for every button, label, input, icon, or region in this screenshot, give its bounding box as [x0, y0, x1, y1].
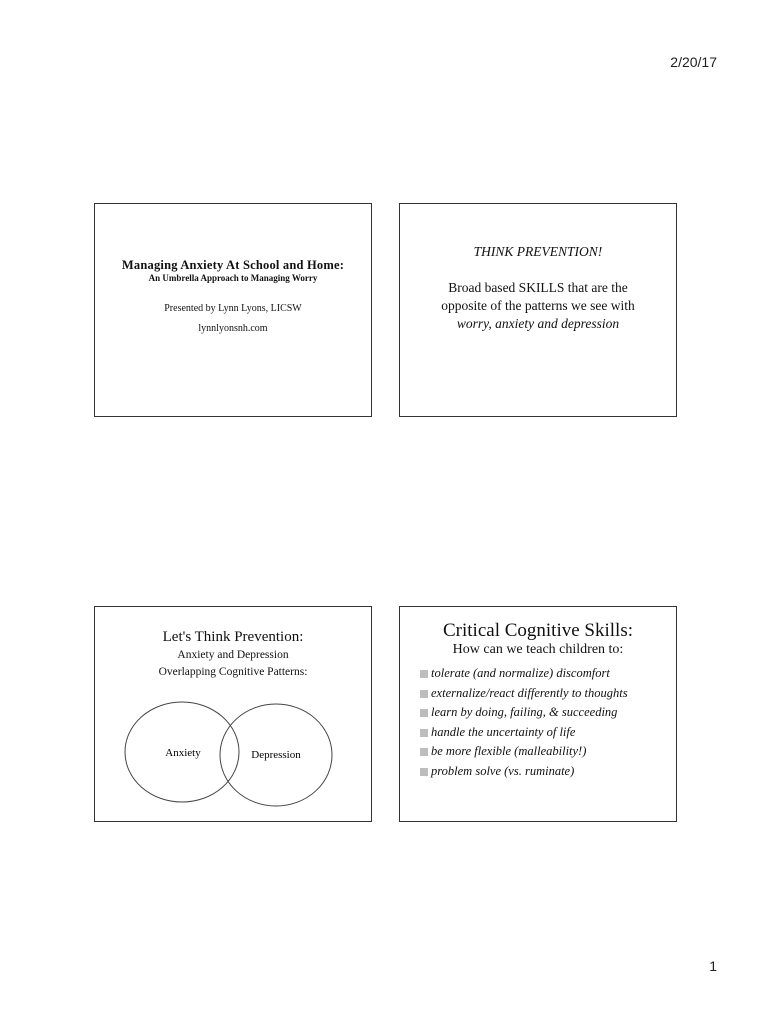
list-item — [420, 703, 670, 723]
list-item — [420, 762, 670, 782]
slide-1-presenter: Presented by Lynn Lyons, LICSW — [164, 303, 302, 314]
square-bullet-icon — [420, 729, 428, 737]
venn-diagram — [95, 607, 371, 821]
list-item — [420, 664, 670, 684]
slide-1-website: lynnlyonsnh.com — [198, 323, 268, 334]
venn-anxiety-label: Anxiety — [165, 747, 201, 759]
slide-4-title: Critical Cognitive Skills: — [443, 620, 633, 641]
slide-1-title: Managing Anxiety At School and Home: — [121, 258, 345, 272]
square-bullet-icon — [420, 748, 428, 756]
slide-2-body — [410, 279, 666, 333]
list-item-text: learn by doing, failing, & succeeding — [431, 705, 618, 719]
slide-4 — [399, 606, 677, 822]
slide-2 — [399, 203, 677, 417]
list-item-text: tolerate (and normalize) discomfort — [431, 666, 610, 680]
venn-depression-label: Depression — [251, 749, 301, 761]
list-item — [420, 742, 670, 762]
slide-2-body-line-1: Broad based SKILLS that are the — [448, 280, 628, 295]
slide-4-bullet-list — [420, 664, 670, 781]
slide-1-subtitle: An Umbrella Approach to Managing Worry — [148, 273, 318, 283]
square-bullet-icon — [420, 670, 428, 678]
list-item-text: externalize/react differently to thoughts — [431, 685, 628, 700]
list-item-text: handle the uncertainty of life — [431, 724, 576, 739]
square-bullet-icon — [420, 768, 428, 776]
slide-3-subtitle-line-2: Overlapping Cognitive Patterns: — [158, 666, 308, 678]
slide-3-title: Let's Think Prevention: — [162, 629, 304, 645]
slide-3 — [94, 606, 372, 822]
slide-4-subtitle: How can we teach children to: — [452, 642, 624, 657]
list-item-text: problem solve (vs. ruminate) — [431, 763, 575, 778]
list-item-text: be more flexible (malleability!) — [431, 744, 587, 758]
slide-2-title: THINK PREVENTION! — [473, 244, 603, 259]
slide-1 — [94, 203, 372, 417]
page-date: 2/20/17 — [670, 54, 717, 70]
slide-2-body-line-2: opposite of the patterns we see with — [441, 298, 635, 313]
list-item — [420, 723, 670, 743]
list-item — [420, 684, 670, 704]
square-bullet-icon — [420, 690, 428, 698]
slide-2-body-line-3: worry, anxiety and depression — [456, 316, 620, 331]
square-bullet-icon — [420, 709, 428, 717]
slide-3-subtitle-line-1: Anxiety and Depression — [177, 649, 289, 661]
page-number: 1 — [709, 958, 717, 974]
